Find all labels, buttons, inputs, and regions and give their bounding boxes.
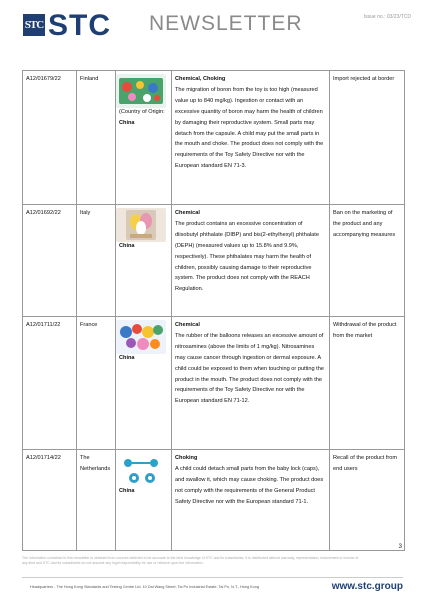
country-cell: France bbox=[77, 317, 116, 450]
measure-cell: Import rejected at border bbox=[330, 71, 405, 205]
measure-cell: Ban on the marketing of the product and any accompanying measures bbox=[330, 205, 405, 317]
origin-country: China bbox=[119, 242, 135, 249]
risk-type: Choking bbox=[175, 455, 198, 461]
ref-cell: A12/01711/22 bbox=[23, 317, 77, 450]
risk-type: Chemical bbox=[175, 210, 200, 216]
table-row bbox=[23, 317, 405, 450]
measure-cell: Recall of the product from end users bbox=[330, 450, 405, 551]
stc-logo-text: STC bbox=[48, 9, 111, 42]
risk-description: A child could detach small parts from the baby lock (caps), and swallow it, which may cause choking. The product does not comply with the requirements of the General Product Safety Directive nor with the European standard 71-1. bbox=[175, 465, 324, 505]
headquarters-address: Headquarters - The Hong Kong Standards and Testing Centre Ltd. 10 Dai Wang Street, Tai Po Industrial Estate, Tai Po, N.T., Hong Kong bbox=[30, 585, 260, 589]
ref-cell: A12/01679/22 bbox=[23, 71, 77, 205]
origin-country: China bbox=[119, 487, 135, 494]
description-cell bbox=[172, 71, 330, 205]
product-photo-water-bombs bbox=[116, 320, 166, 354]
origin-label: (Country of Origin: bbox=[119, 108, 165, 115]
risk-description: The product contains an excessive concentration of diisobutyl phthalate (DIBP) and bis(2-ethylhexyl) phthalate (DEPH) (measured values up to 15.8% and 9.9%, respectively). These phthalates may harm the health of children, possibly causing damage to their reproductive system. The product does not comply with the REACH Regulation. bbox=[175, 220, 319, 293]
product-photo-baby-lock bbox=[116, 453, 166, 487]
origin-country: China bbox=[119, 119, 135, 126]
page-header bbox=[0, 0, 425, 48]
table-row bbox=[23, 450, 405, 551]
table-row bbox=[23, 71, 405, 205]
product-photo-christmas-calendar bbox=[116, 74, 166, 108]
country-cell: Italy bbox=[77, 205, 116, 317]
disclaimer: The information contained in this newsletter is obtained from sources believed to be accurate to the best knowledge of STC and its subsidiaries. It is distributed without warranty, representation, inducement or licence of any kind and STC and its subsidiaries do not assume any legal responsibility for use or reliance upon the information. bbox=[22, 556, 359, 565]
description-cell bbox=[172, 317, 330, 450]
issue-number: Issue no.: 03/23/TCD bbox=[363, 14, 411, 20]
country-cell: The Netherlands bbox=[77, 450, 116, 551]
description-cell bbox=[172, 205, 330, 317]
product-photo-balloons bbox=[116, 208, 166, 242]
measure-cell: Withdrawal of the product from the market bbox=[330, 317, 405, 450]
ref-cell: A12/01692/22 bbox=[23, 205, 77, 317]
risk-type: Chemical bbox=[175, 322, 200, 328]
newsletter-title: NEWSLETTER bbox=[149, 12, 303, 35]
country-cell: Finland bbox=[77, 71, 116, 205]
website-link[interactable]: www.stc.group bbox=[331, 581, 403, 592]
risk-type: Chemical, Choking bbox=[175, 76, 226, 82]
table-row bbox=[23, 205, 405, 317]
description-cell bbox=[172, 450, 330, 551]
page-number: 3 bbox=[398, 544, 402, 550]
footer-divider bbox=[22, 577, 403, 578]
stc-logo-mark: STC bbox=[23, 14, 45, 36]
risk-description: The rubber of the balloons releases an excessive amount of nitrosamines (above the limits of 1 mg/kg). Nitrosamines may cause cancer through ingestion or dermal exposure. A child could be exposed to them when touching or putting the product in the mouth. The product does not comply with the requirements of the Toy Safety Directive nor with the European standard EN 71-12. bbox=[175, 332, 324, 405]
origin-country: China bbox=[119, 354, 135, 361]
ref-cell: A12/01714/22 bbox=[23, 450, 77, 551]
product-table bbox=[22, 70, 405, 551]
risk-description: The migration of boron from the toy is too high (measured value up to 840 mg/kg). Ingestion or contact with an excessive quantity of boron may harm the health of children by damaging their reproductive system. Small parts may detach from the capsule. A child may put the small parts in the mouth and choke. The product does not comply with the requirements of the Toy Safety Directive nor with the European standard EN 71-3. bbox=[175, 86, 324, 170]
